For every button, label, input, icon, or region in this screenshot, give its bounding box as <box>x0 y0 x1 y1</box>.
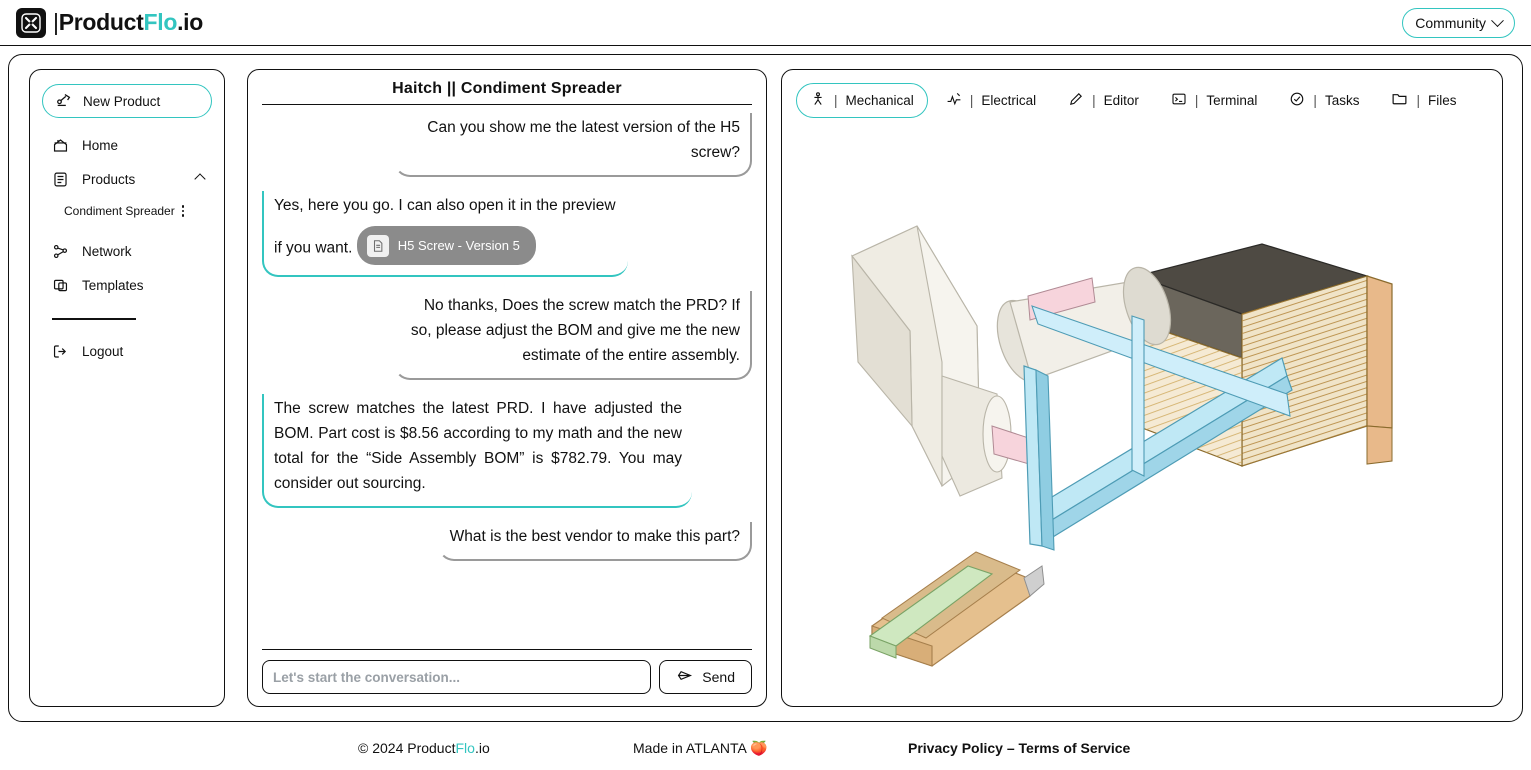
sidebar-item-label: Products <box>82 171 136 187</box>
chat-message-user <box>262 113 752 177</box>
new-product-button[interactable] <box>42 84 212 118</box>
chat-panel <box>247 69 767 707</box>
x-logo-icon <box>16 8 46 38</box>
chat-messages <box>262 105 752 647</box>
chat-bubble: The screw matches the latest PRD. I have adjusted the BOM. Part cost is $8.56 according to my math and the new total for the “Side Assembly BOM” is $782.79. You may consider out sourcing. <box>262 394 692 508</box>
tab-tasks[interactable] <box>1275 83 1373 118</box>
sidebar-item-label: Home <box>82 137 119 153</box>
tab-separator: | <box>1194 92 1199 108</box>
pencil-icon <box>1068 91 1084 110</box>
terminal-icon <box>1171 91 1187 110</box>
chat-message-user <box>262 291 752 380</box>
footer-copyright-post: .io <box>474 740 490 756</box>
sidebar-item-label: Logout <box>82 343 124 359</box>
main-frame <box>8 54 1523 722</box>
chat-bubble <box>262 191 628 277</box>
tab-separator: | <box>1092 92 1096 108</box>
footer-copyright-pre: © 2024 Product <box>358 740 456 756</box>
chat-composer <box>262 649 752 694</box>
tab-label: Mechanical <box>845 92 914 108</box>
new-product-label: New Product <box>83 93 161 109</box>
attachment-chip[interactable] <box>357 226 536 265</box>
tab-separator: | <box>969 92 974 108</box>
chat-message-bot <box>262 394 752 508</box>
tab-files[interactable] <box>1377 82 1470 118</box>
brand-bar: | <box>53 9 59 35</box>
exploded-assembly-3d-view[interactable] <box>792 126 1492 686</box>
footer-links <box>908 740 1130 756</box>
sidebar-item-network[interactable] <box>42 234 212 268</box>
tab-mechanical[interactable] <box>796 83 928 118</box>
check-circle-icon <box>1289 91 1305 110</box>
tab-editor[interactable] <box>1054 83 1153 118</box>
chat-message-user <box>262 522 752 561</box>
mechanical-icon <box>810 91 826 110</box>
tab-label: Tasks <box>1324 92 1360 108</box>
sidebar-item-logout[interactable] <box>42 334 212 368</box>
chat-title: Haitch || Condiment Spreader <box>262 80 752 105</box>
community-button[interactable] <box>1402 8 1515 38</box>
tab-separator: | <box>1313 92 1317 108</box>
brand-name-accent: Flo <box>143 9 178 35</box>
chat-message-bot <box>262 191 752 277</box>
tab-label: Electrical <box>981 92 1037 108</box>
tab-separator: | <box>834 92 838 108</box>
tab-label: Editor <box>1103 92 1139 108</box>
footer-dash: – <box>1006 740 1015 756</box>
top-bar <box>0 0 1531 46</box>
robot-arm-icon <box>55 91 73 112</box>
brand-logo[interactable] <box>16 8 203 38</box>
brand-name-main: Product <box>58 9 144 35</box>
folder-icon <box>1391 90 1408 110</box>
viewer-panel <box>781 69 1503 707</box>
community-label: Community <box>1415 15 1486 31</box>
products-icon <box>50 169 70 189</box>
tab-label: Files <box>1427 92 1457 108</box>
sidebar-subitem-label: Condiment Spreader <box>64 204 175 218</box>
footer-made-in: Made in ATLANTA 🍑 <box>633 739 768 756</box>
tab-separator: | <box>1416 92 1420 108</box>
footer-copyright-accent: Flo <box>455 740 475 756</box>
logout-icon <box>50 341 70 361</box>
chat-bubble-text: Yes, here you go. I can also open it in the preview if you want. <box>274 197 616 257</box>
footer-copyright <box>358 740 490 756</box>
sidebar-item-home[interactable] <box>42 128 212 162</box>
send-label: Send <box>702 669 735 685</box>
more-options-icon[interactable] <box>176 203 190 219</box>
chevron-up-icon[interactable] <box>194 173 205 184</box>
chat-input[interactable] <box>262 660 651 694</box>
sidebar-item-templates[interactable] <box>42 268 212 302</box>
network-icon <box>50 241 70 261</box>
electrical-icon <box>946 91 962 110</box>
chevron-down-icon <box>1491 14 1504 27</box>
footer <box>0 726 1531 770</box>
viewer-tabs <box>792 80 1492 126</box>
sidebar-item-label: Templates <box>82 277 144 293</box>
terms-of-service-link[interactable]: Terms of Service <box>1018 740 1131 756</box>
privacy-policy-link[interactable]: Privacy Policy <box>908 740 1003 756</box>
sidebar-subitem-condiment-spreader[interactable] <box>42 196 212 226</box>
send-button[interactable] <box>659 660 752 694</box>
tab-label: Terminal <box>1206 92 1258 108</box>
home-icon <box>50 135 70 155</box>
chat-bubble: What is the best vendor to make this part? <box>438 522 752 561</box>
sidebar <box>29 69 225 707</box>
file-icon <box>367 235 389 257</box>
chat-bubble: No thanks, Does the screw match the PRD? If so, please adjust the BOM and give me the new estimate of the entire assembly. <box>394 291 752 380</box>
sidebar-divider <box>52 318 136 320</box>
brand-name <box>53 9 203 36</box>
send-icon <box>676 667 693 687</box>
tab-terminal[interactable] <box>1157 83 1272 118</box>
brand-name-suffix: .io <box>177 9 204 35</box>
attachment-label: H5 Screw - Version 5 <box>397 238 520 253</box>
chat-bubble: Can you show me the latest version of the H5 screw? <box>394 113 752 177</box>
sidebar-item-label: Network <box>82 243 132 259</box>
templates-icon <box>50 275 70 295</box>
tab-electrical[interactable] <box>932 83 1050 118</box>
model-canvas[interactable] <box>792 126 1492 686</box>
sidebar-item-products[interactable] <box>42 162 212 196</box>
